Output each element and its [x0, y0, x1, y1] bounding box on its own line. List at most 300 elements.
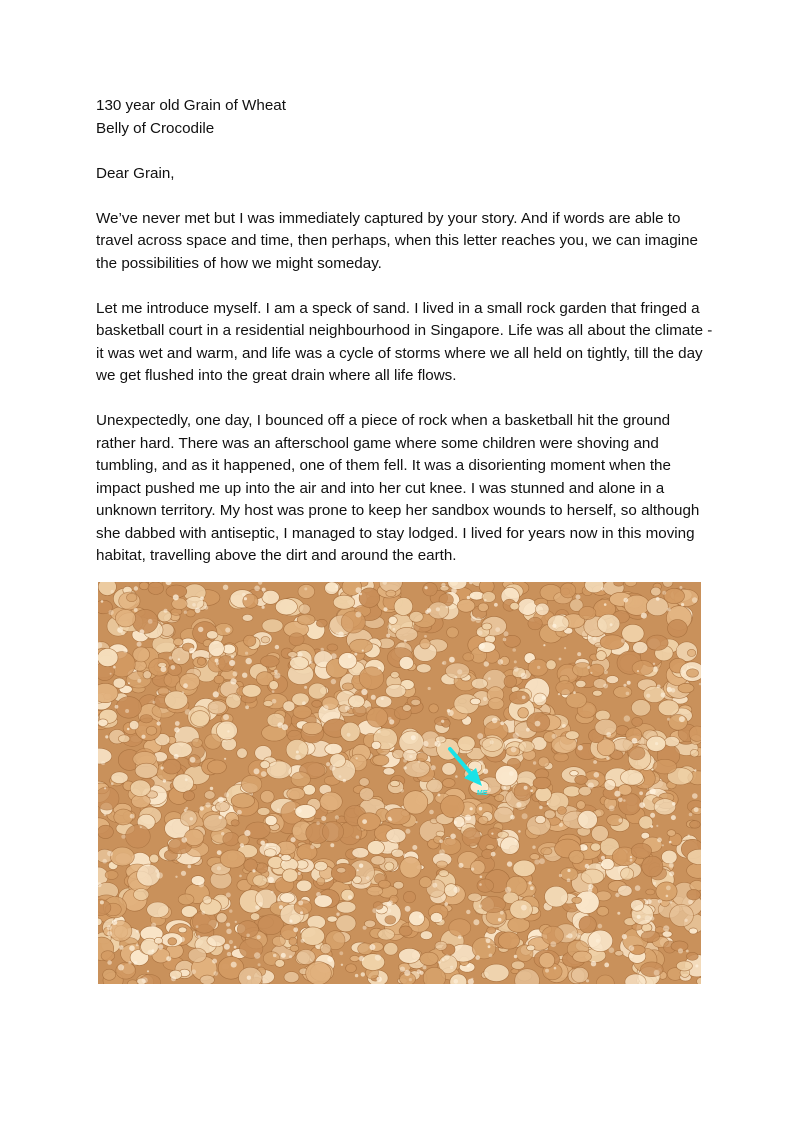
grain-highlight	[530, 886, 534, 890]
grain-highlight	[507, 861, 512, 866]
sand-grain	[244, 635, 256, 646]
grain-highlight	[475, 955, 480, 960]
grain-highlight	[354, 653, 357, 656]
sand-grain	[301, 927, 325, 945]
grain-highlight	[190, 817, 193, 820]
grain-highlight	[274, 670, 278, 674]
grain-highlight	[257, 935, 261, 939]
grain-highlight	[533, 761, 536, 764]
grain-highlight	[184, 611, 187, 614]
grain-highlight	[444, 954, 449, 959]
sand-grain	[443, 778, 456, 787]
sand-grain	[115, 610, 135, 627]
grain-highlight	[532, 846, 535, 849]
grain-highlight	[653, 666, 659, 672]
sand-grain	[207, 631, 218, 639]
grain-highlight	[479, 807, 483, 811]
grain-highlight	[198, 882, 204, 888]
sand-grain	[386, 590, 396, 597]
sand-grain	[690, 821, 701, 829]
sand-grain	[269, 681, 278, 690]
grain-highlight	[327, 956, 333, 962]
grain-highlight	[282, 724, 288, 730]
sand-grain	[320, 944, 331, 954]
grain-highlight	[225, 627, 230, 632]
grain-highlight	[650, 813, 655, 818]
grain-highlight	[671, 815, 676, 820]
grain-highlight	[606, 732, 611, 737]
grain-highlight	[279, 854, 282, 857]
grain-highlight	[294, 808, 296, 810]
sand-grain	[98, 649, 118, 667]
sand-grain	[399, 657, 413, 670]
grain-highlight	[478, 760, 483, 765]
grain-highlight	[637, 915, 641, 919]
sand-grain	[308, 683, 326, 699]
grain-highlight	[412, 845, 417, 850]
grain-highlight	[524, 786, 528, 790]
sand-grain	[504, 675, 517, 687]
grain-highlight	[221, 832, 224, 835]
grain-highlight	[467, 596, 470, 599]
grain-highlight	[300, 911, 303, 914]
grain-highlight	[202, 911, 206, 915]
sand-grain	[348, 695, 364, 708]
grain-highlight	[229, 660, 235, 666]
sand-grain	[262, 590, 279, 604]
grain-highlight	[495, 627, 500, 632]
grain-highlight	[604, 603, 607, 606]
sand-grain	[411, 699, 421, 705]
grain-highlight	[504, 631, 509, 636]
grain-highlight	[227, 730, 229, 732]
grain-highlight	[212, 959, 217, 964]
grain-highlight	[361, 972, 365, 976]
grain-highlight	[383, 607, 387, 611]
sand-grain	[668, 620, 688, 638]
grain-highlight	[310, 661, 313, 664]
grain-highlight	[254, 768, 260, 774]
grain-highlight	[218, 797, 224, 803]
grain-highlight	[348, 895, 352, 899]
grain-highlight	[359, 864, 363, 868]
sand-grain	[528, 617, 542, 630]
sand-grain	[143, 671, 151, 679]
grain-highlight	[609, 947, 615, 953]
sand-grain	[429, 704, 439, 713]
sand-grain	[272, 936, 285, 946]
grain-highlight	[604, 963, 609, 968]
sand-grain	[471, 860, 486, 874]
grain-highlight	[439, 849, 445, 855]
grain-highlight	[617, 912, 620, 915]
sand-grain	[597, 906, 609, 916]
grain-highlight	[522, 813, 528, 819]
grain-highlight	[163, 779, 166, 782]
sand-grain	[140, 715, 152, 723]
grain-highlight	[255, 905, 259, 909]
sand-grain	[573, 951, 592, 962]
grain-highlight	[335, 815, 339, 819]
grain-highlight	[223, 585, 228, 590]
grain-highlight	[254, 586, 260, 592]
grain-highlight	[348, 654, 352, 658]
sand-grain	[667, 830, 676, 837]
sand-grain	[513, 860, 535, 876]
sand-grain	[260, 761, 270, 769]
grain-highlight	[446, 606, 449, 609]
grain-highlight	[110, 673, 112, 675]
grain-highlight	[483, 697, 487, 701]
grain-highlight	[329, 765, 335, 771]
grain-highlight	[586, 979, 589, 982]
sand-grain	[472, 678, 488, 689]
grain-highlight	[326, 762, 330, 766]
sand-grain	[178, 894, 194, 905]
grain-highlight	[489, 954, 493, 958]
grain-highlight	[155, 869, 159, 873]
grain-highlight	[229, 940, 233, 944]
grain-highlight	[604, 670, 608, 674]
grain-highlight	[594, 772, 600, 778]
sand-grain	[371, 741, 381, 749]
grain-highlight	[244, 597, 247, 600]
grain-highlight	[405, 829, 410, 834]
grain-highlight	[130, 814, 135, 819]
grain-highlight	[455, 775, 458, 778]
sand-grain	[378, 929, 395, 940]
sand-grain	[614, 582, 624, 586]
sand-grain	[481, 896, 506, 912]
sand-grain	[168, 938, 177, 945]
sand-grain	[238, 835, 249, 845]
sand-grain	[256, 863, 268, 873]
sand-grain	[293, 706, 312, 719]
sand-grain	[383, 768, 395, 775]
grain-highlight	[603, 684, 608, 689]
sand-grain	[390, 781, 400, 787]
grain-highlight	[439, 919, 442, 922]
sand-grain	[315, 861, 328, 871]
sand-grain	[314, 895, 332, 908]
sand-grain	[560, 583, 576, 598]
grain-highlight	[488, 677, 491, 680]
grain-highlight	[435, 741, 441, 747]
grain-highlight	[447, 709, 451, 713]
grain-highlight	[510, 815, 515, 820]
grain-highlight	[543, 644, 545, 646]
sand-grain	[231, 820, 239, 826]
grain-highlight	[357, 869, 359, 871]
sand-grain	[275, 960, 285, 968]
grain-highlight	[662, 844, 664, 846]
grain-highlight	[593, 760, 597, 764]
grain-highlight	[471, 978, 473, 980]
sand-grain	[581, 869, 604, 884]
sand-grain	[127, 593, 137, 601]
grain-highlight	[650, 788, 656, 794]
sand-grain	[338, 653, 356, 669]
sand-grain	[600, 635, 624, 650]
sand-grain	[420, 639, 430, 649]
grain-highlight	[181, 837, 187, 843]
sand-grain	[103, 969, 116, 980]
sand-grain	[488, 698, 504, 710]
grain-highlight	[121, 631, 125, 635]
grain-highlight	[479, 904, 482, 907]
grain-highlight	[112, 920, 117, 925]
grain-highlight	[494, 603, 498, 607]
sand-grain	[633, 642, 648, 654]
grain-highlight	[331, 653, 337, 659]
grain-highlight	[590, 672, 592, 674]
paragraph-3-line: she dabbed with antiseptic, I managed to stay lodged. I lived for years now in this moving	[96, 524, 695, 542]
sand-grain	[495, 794, 504, 801]
sand-grain	[541, 848, 552, 855]
grain-highlight	[195, 608, 201, 614]
grain-highlight	[279, 905, 283, 909]
grain-highlight	[293, 927, 298, 932]
grain-highlight	[475, 617, 481, 623]
grain-highlight	[174, 727, 179, 732]
grain-highlight	[492, 718, 498, 724]
grain-highlight	[521, 673, 527, 679]
grain-highlight	[696, 965, 699, 968]
grain-highlight	[411, 735, 416, 740]
grain-highlight	[423, 965, 427, 969]
grain-highlight	[623, 684, 626, 687]
sand-grain	[468, 893, 482, 901]
paragraph-1-line: travel across space and time, then perhaps, when this letter reaches you, we can imagine	[96, 232, 698, 249]
grain-highlight	[141, 735, 145, 739]
grain-highlight	[219, 816, 222, 819]
sand-grain	[183, 791, 194, 801]
grain-highlight	[653, 882, 656, 885]
grain-highlight	[657, 685, 661, 689]
grain-highlight	[498, 918, 502, 922]
grain-highlight	[692, 597, 698, 603]
grain-highlight	[500, 911, 504, 915]
sand-grain	[126, 825, 151, 848]
grain-highlight	[210, 787, 213, 790]
grain-highlight	[316, 821, 320, 825]
sand-grain	[291, 772, 310, 787]
grain-highlight	[128, 961, 131, 964]
sand-grain	[261, 636, 270, 643]
grain-highlight	[418, 760, 421, 763]
grain-highlight	[622, 934, 627, 939]
grain-highlight	[442, 958, 445, 961]
grain-highlight	[217, 866, 221, 870]
sand-grain	[242, 614, 253, 621]
sand-grain	[632, 661, 653, 676]
sand-grain	[544, 810, 555, 819]
grain-highlight	[545, 969, 549, 973]
grain-highlight	[562, 724, 566, 728]
sand-grain	[570, 771, 579, 776]
grain-highlight	[610, 623, 613, 626]
grain-highlight	[505, 887, 511, 893]
sand-grain	[579, 916, 596, 933]
sand-grain	[394, 598, 413, 616]
grain-highlight	[503, 786, 506, 789]
grain-highlight	[681, 603, 684, 606]
grain-highlight	[470, 807, 473, 810]
grain-highlight	[558, 693, 560, 695]
sand-grain	[297, 614, 315, 625]
grain-highlight	[151, 923, 156, 928]
grain-highlight	[136, 930, 139, 933]
grain-highlight	[672, 802, 676, 806]
sand-grain	[689, 928, 698, 934]
grain-highlight	[215, 659, 219, 663]
sand-grain	[223, 832, 239, 846]
grain-highlight	[405, 906, 411, 912]
grain-highlight	[623, 598, 628, 603]
grain-highlight	[295, 755, 301, 761]
grain-highlight	[389, 719, 394, 724]
grain-highlight	[361, 689, 367, 695]
grain-highlight	[260, 841, 265, 846]
grain-highlight	[330, 843, 334, 847]
sand-grain	[534, 693, 547, 706]
sand-grain	[282, 869, 298, 882]
grain-highlight	[175, 876, 177, 878]
grain-highlight	[111, 782, 114, 785]
grain-highlight	[107, 931, 112, 936]
grain-highlight	[656, 825, 658, 827]
grain-highlight	[686, 950, 689, 953]
grain-highlight	[254, 952, 260, 958]
sand-grain	[478, 816, 488, 824]
grain-highlight	[694, 807, 699, 812]
sand-grain	[243, 594, 258, 608]
sand-grain	[690, 749, 699, 757]
sand-grain	[686, 952, 698, 960]
grain-highlight	[338, 632, 344, 638]
grain-highlight	[514, 667, 519, 672]
grain-highlight	[609, 805, 615, 811]
sand-grain	[336, 915, 356, 932]
sand-grain	[242, 684, 261, 697]
sand-grain	[287, 788, 305, 800]
grain-highlight	[444, 902, 448, 906]
sand-grain	[168, 664, 182, 676]
grain-highlight	[588, 783, 594, 789]
grain-highlight	[423, 741, 429, 747]
sand-grain	[435, 941, 447, 950]
sand-grain	[346, 964, 357, 973]
sand-grain	[110, 847, 134, 866]
sand-grain	[180, 673, 200, 690]
grain-highlight	[472, 594, 475, 597]
sand-grain	[359, 667, 384, 690]
grain-highlight	[425, 610, 429, 614]
grain-highlight	[547, 803, 549, 805]
grain-highlight	[578, 745, 583, 750]
sand-grain	[216, 913, 227, 923]
grain-highlight	[522, 696, 526, 700]
grain-highlight	[692, 793, 698, 799]
grain-highlight	[669, 900, 672, 903]
grain-highlight	[585, 864, 589, 868]
grain-highlight	[224, 758, 226, 760]
grain-highlight	[429, 810, 434, 815]
grain-highlight	[654, 970, 660, 976]
grain-highlight	[514, 955, 517, 958]
sand-grain	[514, 783, 532, 801]
grain-highlight	[298, 872, 301, 875]
sand-grain	[457, 599, 475, 612]
grain-highlight	[483, 769, 488, 774]
sand-grain	[393, 749, 405, 758]
grain-highlight	[684, 919, 687, 922]
sand-grain	[146, 726, 157, 735]
sand-grain	[132, 609, 158, 633]
grain-highlight	[355, 974, 358, 977]
grain-highlight	[147, 970, 149, 972]
grain-highlight	[573, 691, 576, 694]
grain-highlight	[630, 856, 632, 858]
grain-highlight	[657, 838, 662, 843]
grain-highlight	[513, 733, 519, 739]
grain-highlight	[415, 821, 417, 823]
sand-grain	[403, 891, 415, 903]
grain-highlight	[688, 900, 693, 905]
sand-grain	[436, 861, 447, 868]
grain-highlight	[331, 679, 336, 684]
sand-grain	[337, 867, 346, 873]
sand-grain	[367, 707, 388, 727]
grain-highlight	[404, 970, 410, 976]
grain-highlight	[655, 742, 658, 745]
grain-highlight	[662, 591, 666, 595]
sand-grain	[188, 948, 206, 962]
grain-highlight	[637, 670, 639, 672]
sand-grain	[385, 916, 396, 925]
paragraph-2-line: basketball court in a residential neighbourhood in Singapore. Life was all about the climate -	[96, 322, 713, 339]
grain-highlight	[419, 915, 423, 919]
grain-highlight	[425, 586, 428, 589]
paragraph-3-line: rather hard. There was an afterschool game where some children were shoving and	[96, 434, 659, 452]
grain-highlight	[266, 844, 269, 847]
sand-grain	[359, 778, 369, 787]
sand-grain	[486, 845, 494, 850]
grain-highlight	[302, 701, 306, 705]
grain-highlight	[431, 765, 436, 770]
grain-highlight	[678, 948, 683, 953]
sand-grains-image	[98, 582, 701, 984]
sand-grain	[116, 697, 141, 719]
sand-grain	[261, 790, 275, 803]
grain-highlight	[667, 608, 671, 612]
sand-grain	[147, 902, 169, 918]
grain-highlight	[291, 837, 296, 842]
sand-grain	[509, 691, 529, 704]
sand-grain	[631, 700, 650, 716]
address-line-2: Belly of Crocodile	[96, 119, 215, 137]
sand-grain	[576, 680, 586, 687]
grain-highlight	[530, 789, 533, 792]
grain-highlight	[111, 590, 114, 593]
paragraph-3-line: habitat, travelling above the dirt and around the earth.	[96, 547, 457, 564]
sand-grain	[518, 598, 537, 615]
grain-highlight	[192, 603, 196, 607]
sand-grain	[538, 757, 549, 767]
sand-grain	[469, 591, 484, 600]
grain-highlight	[432, 883, 437, 888]
grain-highlight	[459, 863, 464, 868]
